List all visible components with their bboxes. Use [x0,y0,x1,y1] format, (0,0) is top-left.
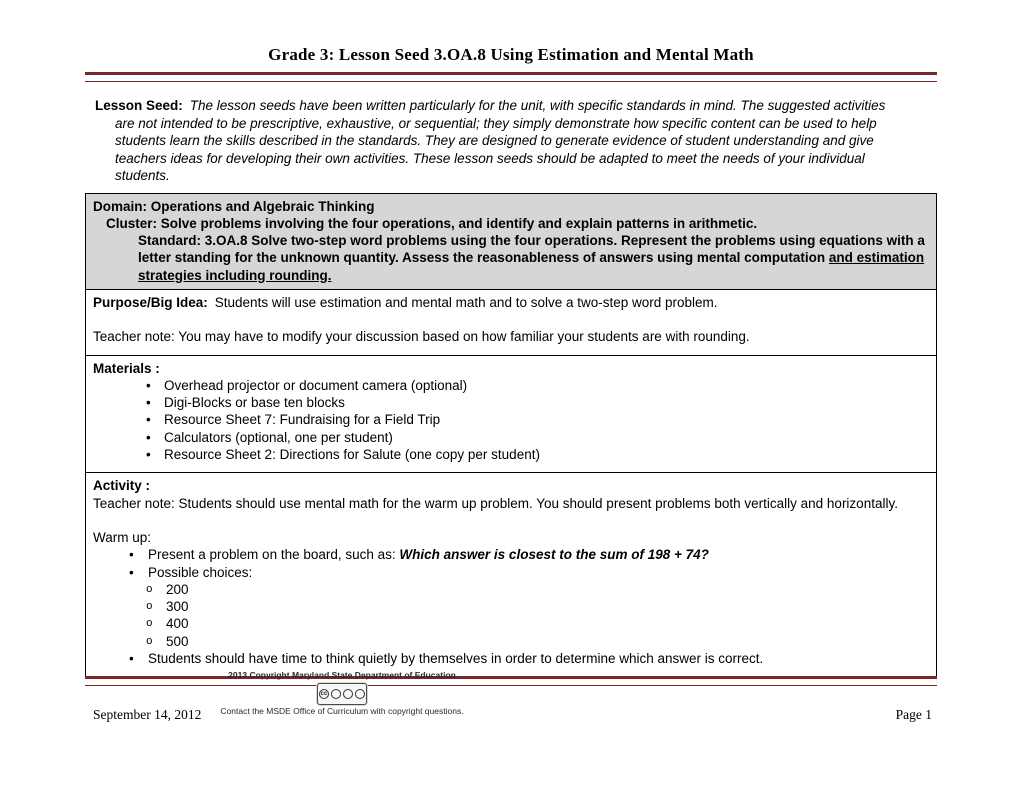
footer-divider [85,676,937,686]
noncommercial-icon [343,689,353,699]
activity-teacher-note: Teacher note: Students should use mental math for the warm up problem. You should present problems both vertically and horizontally. [93,495,898,511]
choice-item: o 500 [93,633,928,650]
cluster-line: Cluster: Solve problems involving the four operations, and identify and explain patterns in arithmetic. [106,215,758,231]
copyright-line: 2013 Copyright Maryland State Department of Education [228,670,456,680]
materials-item: • Calculators (optional, one per student) [93,429,928,446]
purpose-row [86,289,937,355]
domain-line: Domain: Operations and Algebraic Thinking [93,198,375,214]
lesson-seed-text: The lesson seeds have been written particularly for the unit, with specific standards in mind. The suggested activities are not intended to be prescriptive, exhaustive, or sequential; they simply demonstrate how specific content can be used to help students learn the skills described in the standards. They are designed to generate evidence of student understanding and give teachers ideas for developing their own activities. These lesson seeds should be adapted to meet the needs of your individual students. [115,98,886,183]
choice-item: o 300 [93,598,928,615]
footer-page-number: Page 1 [895,707,932,722]
materials-item: • Overhead projector or document camera (optional) [93,377,928,394]
lesson-seed-paragraph [95,97,901,185]
lesson-table [85,193,937,678]
choice-item: o 200 [93,581,928,598]
purpose-cell [86,289,937,355]
activity-row [86,473,937,677]
choice-item: o 400 [93,615,928,632]
purpose-line [93,294,928,311]
bullet-text-prefix: Present a problem on the board, such as: [148,547,400,563]
purpose-text: Students will use estimation and mental math and to solve a two-step word problem. [214,294,718,310]
domain-cell [86,193,937,289]
attribution-icon [331,689,341,699]
activity-label: Activity : [93,478,151,494]
materials-item: • Resource Sheet 7: Fundraising for a Field Trip [93,411,928,428]
sharealike-icon [355,689,365,699]
cc-logo-icon: cc [319,689,329,699]
copyright-stamp [218,670,466,717]
activity-bullet: • Possible choices: [93,564,928,581]
standard-line [138,232,928,284]
activity-bullet: • Students should have time to think quietly by themselves in order to determine which answer is correct. [93,650,928,667]
materials-item: • Resource Sheet 2: Directions for Salute (one copy per student) [93,446,928,463]
domain-row [86,193,937,289]
contact-line: Contact the MSDE Office of Curriculum with copyright questions. [220,706,464,716]
materials-cell [86,355,937,473]
blank-line [93,512,928,529]
activity-cell [86,473,937,677]
title-divider [85,72,937,82]
lesson-seed-label: Lesson Seed: [95,98,183,113]
warmup-label: Warm up: [93,529,152,545]
purpose-label: Purpose/Big Idea: [93,294,208,310]
blank-line [93,311,928,328]
footer-date: September 14, 2012 [93,707,202,722]
purpose-teacher-note: Teacher note: You may have to modify your discussion based on how familiar your students are with rounding. [93,329,750,345]
materials-row [86,355,937,473]
cc-license-badge [317,683,367,705]
activity-bullet [93,546,928,563]
materials-label: Materials : [93,360,160,376]
warmup-question: Which answer is closest to the sum of 198 + 74? [399,547,709,563]
materials-item: • Digi-Blocks or base ten blocks [93,394,928,411]
standard-underlined-text: and estimation strategies including rounding. [138,250,925,283]
standard-text: Standard: 3.OA.8 Solve two-step word problems using the four operations. Represent the problems using equations with a letter standing for the unknown quantity. Assess the reasonableness of answers using mental computation [138,233,925,266]
page-title: Grade 3: Lesson Seed 3.OA.8 Using Estimation and Mental Math [268,45,754,64]
